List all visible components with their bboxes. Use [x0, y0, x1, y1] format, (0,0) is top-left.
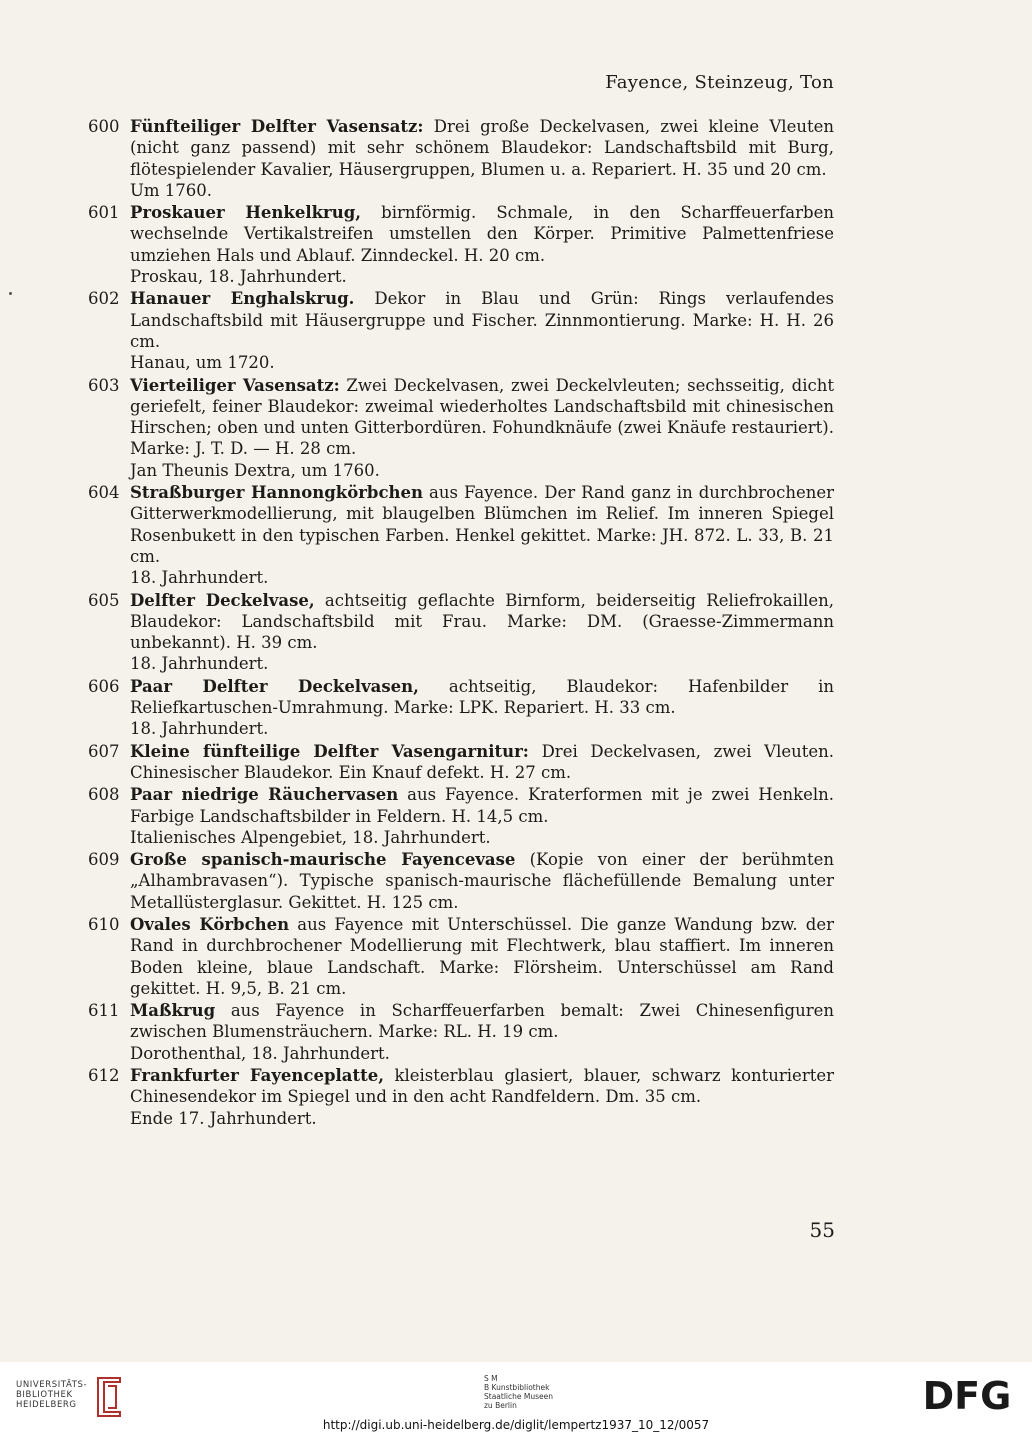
- entry-title: Große spanisch-maurische Fayencevase: [130, 850, 516, 870]
- digitization-footer: [0, 1362, 1032, 1436]
- dfg-logo: [916, 1376, 1018, 1416]
- entry-title: Paar niedrige Räuchervasen: [130, 785, 399, 805]
- entry-description: achtseitig geflachte Birnform, beiderseitig Reliefrokaillen, Blaudekor: Landschaftsbild mit Frau. Marke: DM. (Graesse-Zimmermann unbekannt). H. 39 cm.: [130, 590, 835, 653]
- catalogue-entry: [88, 1065, 834, 1129]
- catalogue-entry: [88, 676, 834, 740]
- entry-description: (Kopie von einer der berühmten „Alhambravasen“). Typische spanisch-maurische flächefüllende Bemalung unter Metallüsterglasur. Gekittet. H. 125 cm.: [130, 850, 834, 912]
- entry-description: kleisterblau glasiert, blauer, schwarz konturierter Chinesendekor im Spiegel und in den acht Randfeldern. Dm. 35 cm.: [130, 1066, 834, 1107]
- library-logo-icon: [92, 1374, 126, 1418]
- entry-number: 602: [88, 289, 120, 309]
- entry-number: 601: [88, 203, 120, 223]
- entry-origin: Italienisches Alpengebiet, 18. Jahrhundert.: [130, 827, 491, 847]
- entry-origin: 18. Jahrhundert.: [130, 719, 269, 739]
- page-number: 55: [809, 1218, 835, 1242]
- catalogue-entry: [88, 849, 834, 913]
- scan-speck: [9, 292, 12, 295]
- catalogue-entry: [88, 1000, 834, 1064]
- entry-number: 604: [88, 483, 120, 503]
- entry-title: Straßburger Hannongkörbchen: [130, 483, 423, 503]
- entry-number: 603: [88, 375, 120, 395]
- catalogue-entry: [88, 375, 834, 481]
- entry-origin: Ende 17. Jahrhundert.: [130, 1108, 317, 1128]
- entry-description: Zwei Deckelvasen, zwei Deckelvleuten; sechsseitig, dicht geriefelt, feiner Blaudekor: zweimal wiederholtes Landschaftsbild mit chinesischen Hirschen; oben und unten Gitterbordüren. Fohundknäufe (zwei Knäufe restauriert). Marke: J. T. D. — H. 28 cm.: [130, 375, 834, 459]
- entry-origin: Proskau, 18. Jahrhundert.: [130, 267, 347, 287]
- entry-origin: Um 1760.: [130, 180, 213, 200]
- catalogue-entry: [88, 288, 834, 373]
- entry-number: 610: [88, 914, 120, 934]
- entry-description: Dekor in Blau und Grün: Rings verlaufendes Landschaftsbild mit Häusergruppe und Fischer. Zinnmontierung. Marke: H. H. 26 cm.: [130, 289, 834, 351]
- entry-number: 607: [88, 741, 120, 761]
- entry-description: achtseitig, Blaudekor: Hafenbilder in Reliefkartuschen-Umrahmung. Marke: LPK. Repariert. H. 33 cm.: [130, 676, 835, 718]
- entry-number: 605: [88, 590, 120, 610]
- entry-origin: 18. Jahrhundert.: [130, 568, 269, 588]
- entry-description: aus Fayence in Scharffeuerfarben bemalt: Zwei Chinesenfiguren zwischen Blumensträuchern. Marke: RL. H. 19 cm.: [130, 1001, 835, 1042]
- entry-title: Kleine fünfteilige Delfter Vasengarnitur:: [130, 741, 529, 761]
- catalogue-entries: [88, 116, 834, 1130]
- entry-number: 611: [88, 1001, 120, 1021]
- entry-title: Proskauer Henkelkrug,: [130, 203, 362, 223]
- entry-number: 600: [88, 117, 120, 136]
- svg-text:DFG: DFG: [922, 1376, 1012, 1416]
- entry-title: Frankfurter Fayenceplatte,: [130, 1066, 384, 1086]
- running-head: Fayence, Steinzeug, Ton: [605, 72, 834, 93]
- catalogue-entry: [88, 741, 834, 784]
- entry-number: 609: [88, 850, 120, 870]
- entry-description: Drei große Deckelvasen, zwei kleine Vleuten (nicht ganz passend) mit sehr schönem Blaudekor: Landschaftsbild mit Burg, flötespielender Kavalier, Häusergruppen, Blumen u. a. Repariert. H. 35 und 20 cm.: [130, 117, 834, 179]
- entry-title: Fünfteiliger Delfter Vasensatz:: [130, 117, 424, 136]
- entry-description: aus Fayence. Der Rand ganz in durchbrochener Gitterwerkmodellierung, mit blaugelben Blümchen im Relief. Im inneren Spiegel Rosenbukett in den typischen Farben. Henkel gekittet. Marke: JH. 872. L. 33, B. 21 cm.: [130, 483, 834, 566]
- entry-number: 612: [88, 1066, 120, 1086]
- entry-description: aus Fayence. Kraterformen mit je zwei Henkeln. Farbige Landschaftsbilder in Feldern. H. 14,5 cm.: [130, 785, 834, 826]
- library-name: UNIVERSITÄTS- BIBLIOTHEK HEIDELBERG: [16, 1380, 88, 1410]
- entry-number: 608: [88, 785, 120, 805]
- entry-title: Paar Delfter Deckelvasen,: [130, 676, 419, 696]
- entry-title: Vierteiliger Vasensatz:: [130, 375, 340, 395]
- entry-origin: Hanau, um 1720.: [130, 353, 275, 373]
- catalogue-entry: [88, 914, 834, 999]
- entry-description: Drei Deckelvasen, zwei Vleuten. Chinesischer Blaudekor. Ein Knauf defekt. H. 27 cm.: [130, 741, 835, 782]
- museum-stamp: S M B Kunstbibliothek Staatliche Museen zu Berlin: [484, 1374, 553, 1410]
- entry-origin: Dorothenthal, 18. Jahrhundert.: [130, 1043, 390, 1063]
- catalogue-entry: [88, 784, 834, 848]
- catalogue-entry: [88, 116, 834, 201]
- entry-description: aus Fayence mit Unterschüssel. Die ganze Wandung bzw. der Rand in durchbrochener Modellierung mit Flechtwerk, blau staffiert. Im inneren Boden kleine, blaue Landschaft. Marke: Flörsheim. Unterschüssel am Rand gekittet. H. 9,5, B. 21 cm.: [130, 914, 834, 998]
- entry-description: birnförmig. Schmale, in den Scharffeuerfarben wechselnde Vertikalstreifen umstellen den Körper. Primitive Palmettenfriese umziehen Hals und Ablauf. Zinndeckel. H. 20 cm.: [130, 203, 834, 265]
- entry-origin: Jan Theunis Dextra, um 1760.: [130, 460, 380, 480]
- entry-title: Ovales Körbchen: [130, 914, 290, 934]
- entry-title: Delfter Deckelvase,: [130, 590, 315, 610]
- catalogue-entry: [88, 482, 834, 588]
- entry-title: Maßkrug: [130, 1001, 216, 1021]
- catalogue-entry: [88, 590, 834, 675]
- source-url-link[interactable]: http://digi.ub.uni-heidelberg.de/diglit/lempertz1937_10_12/0057: [322, 1418, 710, 1432]
- entry-title: Hanauer Enghalskrug.: [130, 289, 355, 309]
- catalogue-entry: [88, 202, 834, 287]
- entry-origin: 18. Jahrhundert.: [130, 654, 269, 674]
- entry-number: 606: [88, 676, 120, 696]
